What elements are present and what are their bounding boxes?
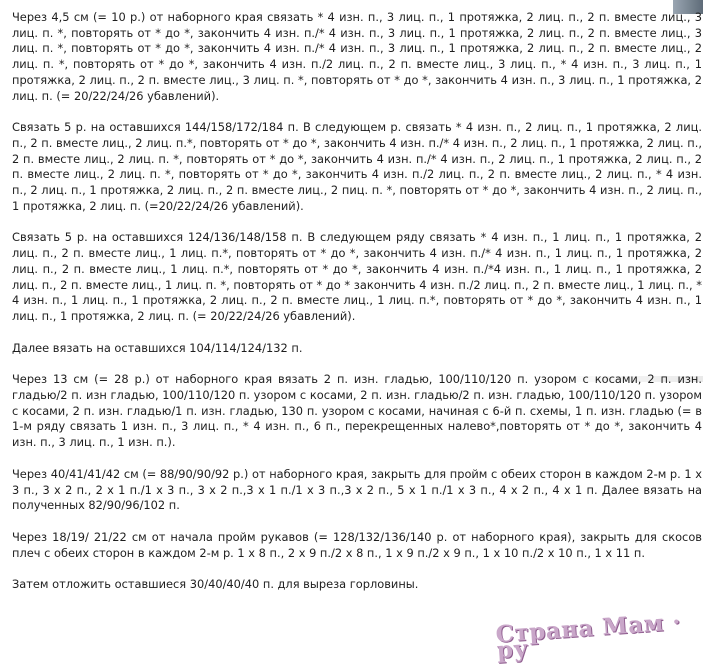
paragraph-decrease-row-2: Связать 5 р. на оставшихся 144/158/172/184 п. В следующем р. связать * 4 изн. п., 2 лиц. п., 1 протяжка, 2 лиц. п., 2 п. вместе лиц., 2 лиц. п.*, повторять от * до *, закончить 4 изн. п./* 4 изн. п., 2 лиц. п., 1 протяжка, 2 лиц. п., 2 п. вместе лиц., 2 лиц. п. *, повторять от * до *, закончить 4 изн. п./* 4 изн. п., 2 лиц. п., 1 протяжка, 2 лиц. п., 2 п. вместе лиц., 2 лиц. п. *, повторять от * до *, закончить 4 изн. п./2 лиц. п., 2 п. вместе лиц., 2 лиц. п., * 4 изн. п., 2 лиц. п., 1 протяжка, 2 лиц. п., 2 п. вместе лиц., 2 пиц. п. *, повторять от * до *, закончить 4 изн. п., 2 лиц. п., 1 протяжка, 2 лиц. п. (=20/22/24/26 убавлений).	[12, 120, 702, 213]
site-watermark-logo: Страна Мам · ру	[494, 608, 682, 664]
knitting-instructions	[12, 10, 702, 609]
paragraph-cable-pattern: Через 13 см (= 28 р.) от наборного края вязать 2 п. изн. гладью, 100/110/120 п. узором с косами, 2 п. изн. гладью/2 п. изн гладью, 100/110/120 п. узором с косами, 2 п. изн. гладью/2 п. изн. гладью, 100/110/120 п. узором с косами, 2 п. изн. гладью/1 п. изн. гладью, 130 п. узором с косами, начиная с 6-й п. схемы, 1 п. изн. гладью (= в 1-м ряду связать 1 изн. п., 3 лиц. п., * 4 изн. п., 6 п., перекрещенных налево*,повторять от * до *, закончить 4 изн. п., 3 лиц. п., 1 изн. п.).	[12, 372, 702, 450]
paragraph-decrease-row-3: Связать 5 р. на оставшихся 124/136/148/158 п. В следующем ряду связать * 4 изн. п., 1 лиц. п., 1 протяжка, 2 лиц. п., 2 п. вместе лиц., 1 лиц. п.*, повторять от * до *, закончить 4 изн. п./* 4 изн. п., 1 лиц. п., 1 протяжка, 2 лиц. п., 2 п. вместе лиц., 1 лиц. п.*, повторять от * до *, закончить 4 изн. п./*4 изн. п., 1 лиц. п., 1 протяжка, 2 лиц. п., 2 п. вместе лиц., 1 лиц. п. *, повторять от * до * закончить 4 изн. п./2 лиц. п., 2 п. вместе лиц., 1 лиц. п., * 4 изн. п., 1 лиц. п., 1 протяжка, 2 лиц. п., 2 п. вместе лиц., 1 лиц. п.*, повторять от * до *, закончить 4 изн. п., 1 лиц. п., 1 протяжка, 2 лиц. п. (= 20/22/24/26 убавлений).	[12, 230, 702, 323]
paragraph-armholes: Через 40/41/41/42 см (= 88/90/90/92 р.) от наборного края, закрыть для пройм с обеих сторон в каждом 2-м р. 1 х 3 п., 3 х 2 п., 2 х 1 п./1 х 3 п., 3 х 2 п.,3 х 1 п./1 х 3 п.,3 х 2 п., 5 х 1 п./1 х 3 п., 4 х 2 п., 4 х 1 п. Далее вязать на полученных 82/90/96/102 п.	[12, 466, 702, 513]
paragraph-shoulders: Через 18/19/ 21/22 см от начала пройм рукавов (= 128/132/136/140 р. от наборного края), закрыть для скосов плеч с обеих сторон в каждом 2-м р. 1 х 8 п., 2 х 9 п./2 х 8 п., 1 х 9 п./2 х 9 п., 1 х 10 п./2 х 10 п., 1 х 11 п.	[12, 529, 702, 560]
paragraph-decrease-row-1: Через 4,5 см (= 10 р.) от наборного края связать * 4 изн. п., 3 лиц. п., 1 протяжка, 2 лиц. п., 2 п. вместе лиц., 3 лиц. п. *, повторять от * до *, закончить 4 изн. п./* 4 изн. п., 3 лиц. п., 1 протяжка, 2 лиц. п., 2 п. вместе лиц., 3 лиц. п. *, повторять от * до *, закончить 4 изн. п./* 4 изн. п., 3 лиц. п., 1 протяжка, 2 лиц. п., 2 п. вместе лиц., 2 лиц. п. *, повторять от * до *, закончить 4 изн. п./2 лиц. п., 2 п. вместе лиц., 3 лиц. п., * 4 изн. п., 3 лиц. п., 1 протяжка, 2 лиц. п., 2 п. вместе лиц., 3 лиц. п. *, повторять от * до *, закончить 4 изн. п., 3 лиц. п., 1 протяжка, 2 лиц. п. (= 20/22/24/26 убавлений).	[12, 10, 702, 103]
paragraph-neckline: Затем отложить оставшиеся 30/40/40/40 п. для выреза горловины.	[12, 577, 419, 592]
paragraph-remaining-stitches: Далее вязать на оставшихся 104/114/124/132 п.	[12, 340, 303, 355]
